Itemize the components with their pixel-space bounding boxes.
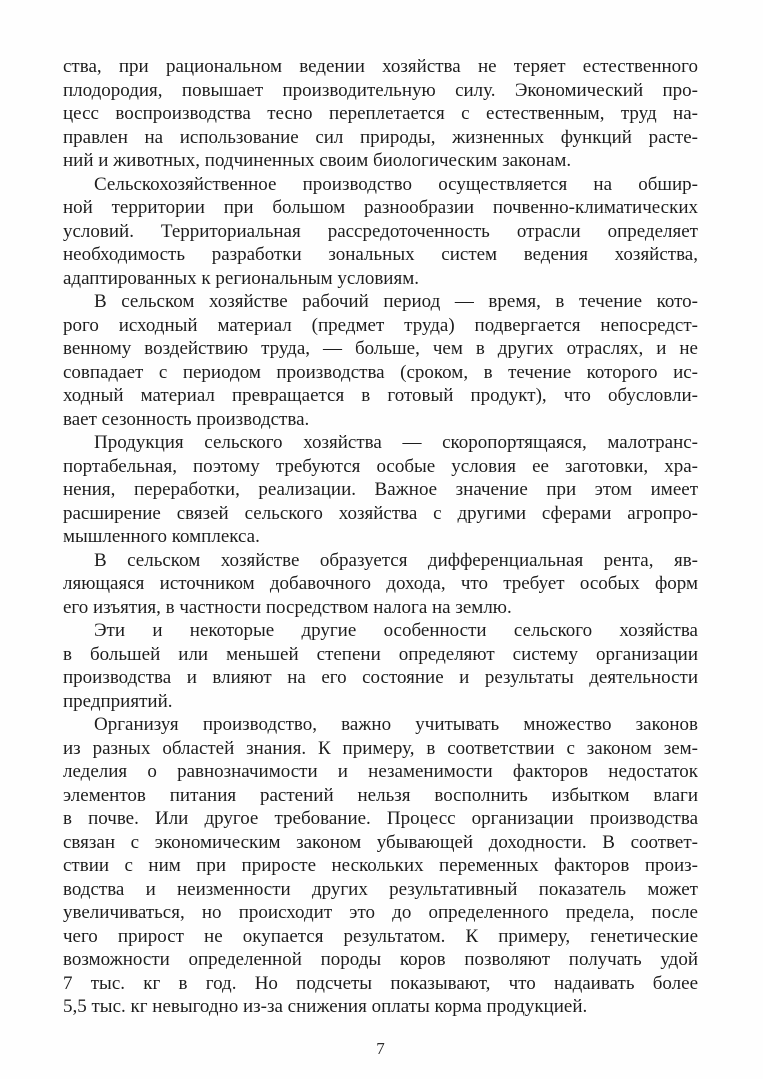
text-line: в почве. Или другое требование. Процесс организации производства [63,808,698,829]
text-line: совпадает с периодом производства (сроком, в течение которого ис- [63,361,698,383]
text-line: ства, при рациональном ведении хозяйства не теряет естественного [63,56,698,77]
text-line: водства и неизменности других результативный показатель может [63,878,698,900]
text-line: рого исходный материал (предмет труда) подвергается непосредст- [63,314,698,336]
text-line: в большей или меньшей степени определяют систему организации [63,643,698,665]
text-line: нения, переработки, реализации. Важное значение при этом имеет [63,479,698,500]
text-line: связан с экономическим законом убывающей доходности. В соответ- [63,831,698,853]
text-line: ствии с ним при приросте нескольких переменных факторов произ- [63,855,698,876]
body-text [63,55,698,1019]
text-line: цесс воспроизводства тесно переплетается с естественным, труд на- [63,103,698,124]
text-line: венному воздействию труда, — больше, чем в других отраслях, и не [63,338,698,359]
text-line: Сельскохозяйственное производство осуществляется на обшир- [94,173,698,195]
page-number: 7 [376,1038,385,1058]
text-line: В сельском хозяйстве образуется дифференциальная рента, яв- [94,549,698,571]
text-line: Продукция сельского хозяйства — скоропортящаяся, малотранс- [94,432,698,453]
text-line: предприятий. [63,690,173,712]
text-line: ходный материал превращается в готовый продукт), что обусловли- [63,385,698,406]
text-line: ной территории при большом разнообразии почвенно-климатических [63,197,698,218]
text-line: леделия о равнозначимости и незаменимости факторов недостаток [63,761,698,782]
text-line: элементов питания растений нельзя восполнить избытком влаги [63,784,698,806]
text-line: Организуя производство, важно учитывать множество законов [94,714,698,735]
text-line: возможности определенной породы коров позволяют получать удой [63,949,698,970]
text-line: ний и животных, подчиненных своим биологическим законам. [63,150,572,171]
text-line: его изъятия, в частности посредством налога на землю. [63,596,512,618]
text-line: ляющаяся источником добавочного дохода, что требует особых форм [63,573,698,594]
text-line: необходимость разработки зональных систем ведения хозяйства, [63,244,698,265]
text-line: плодородия, повышает производительную силу. Экономический про- [63,79,698,101]
text-line: условий. Территориальная рассредоточенность отрасли определяет [63,220,698,242]
text-line: расширение связей сельского хозяйства с другими сферами агропро- [63,502,698,524]
text-line: увеличиваться, но происходит это до определенного предела, после [63,902,698,923]
text-line: 5,5 тыс. кг невыгодно из-за снижения оплаты корма продукцией. [63,996,588,1017]
text-line: правлен на использование сил природы, жизненных функций расте- [63,126,698,148]
text-line: адаптированных к региональным условиям. [63,267,419,289]
text-line: производства и влияют на его состояние и результаты деятельности [63,667,698,688]
text-line: 7 тыс. кг в год. Но подсчеты показывают, что надаивать более [63,972,698,994]
text-line: В сельском хозяйстве рабочий период — время, в течение кото- [94,291,698,312]
text-line: чего прирост не окупается результатом. К примеру, генетические [63,925,698,947]
text-line: вает сезонность производства. [63,408,310,430]
text-line: мышленного комплекса. [63,526,260,547]
text-line: из разных областей знания. К примеру, в соответствии с законом зем- [63,737,698,759]
text-line: Эти и некоторые другие особенности сельского хозяйства [94,620,698,641]
text-line: портабельная, поэтому требуются особые условия ее заготовки, хра- [63,455,698,477]
